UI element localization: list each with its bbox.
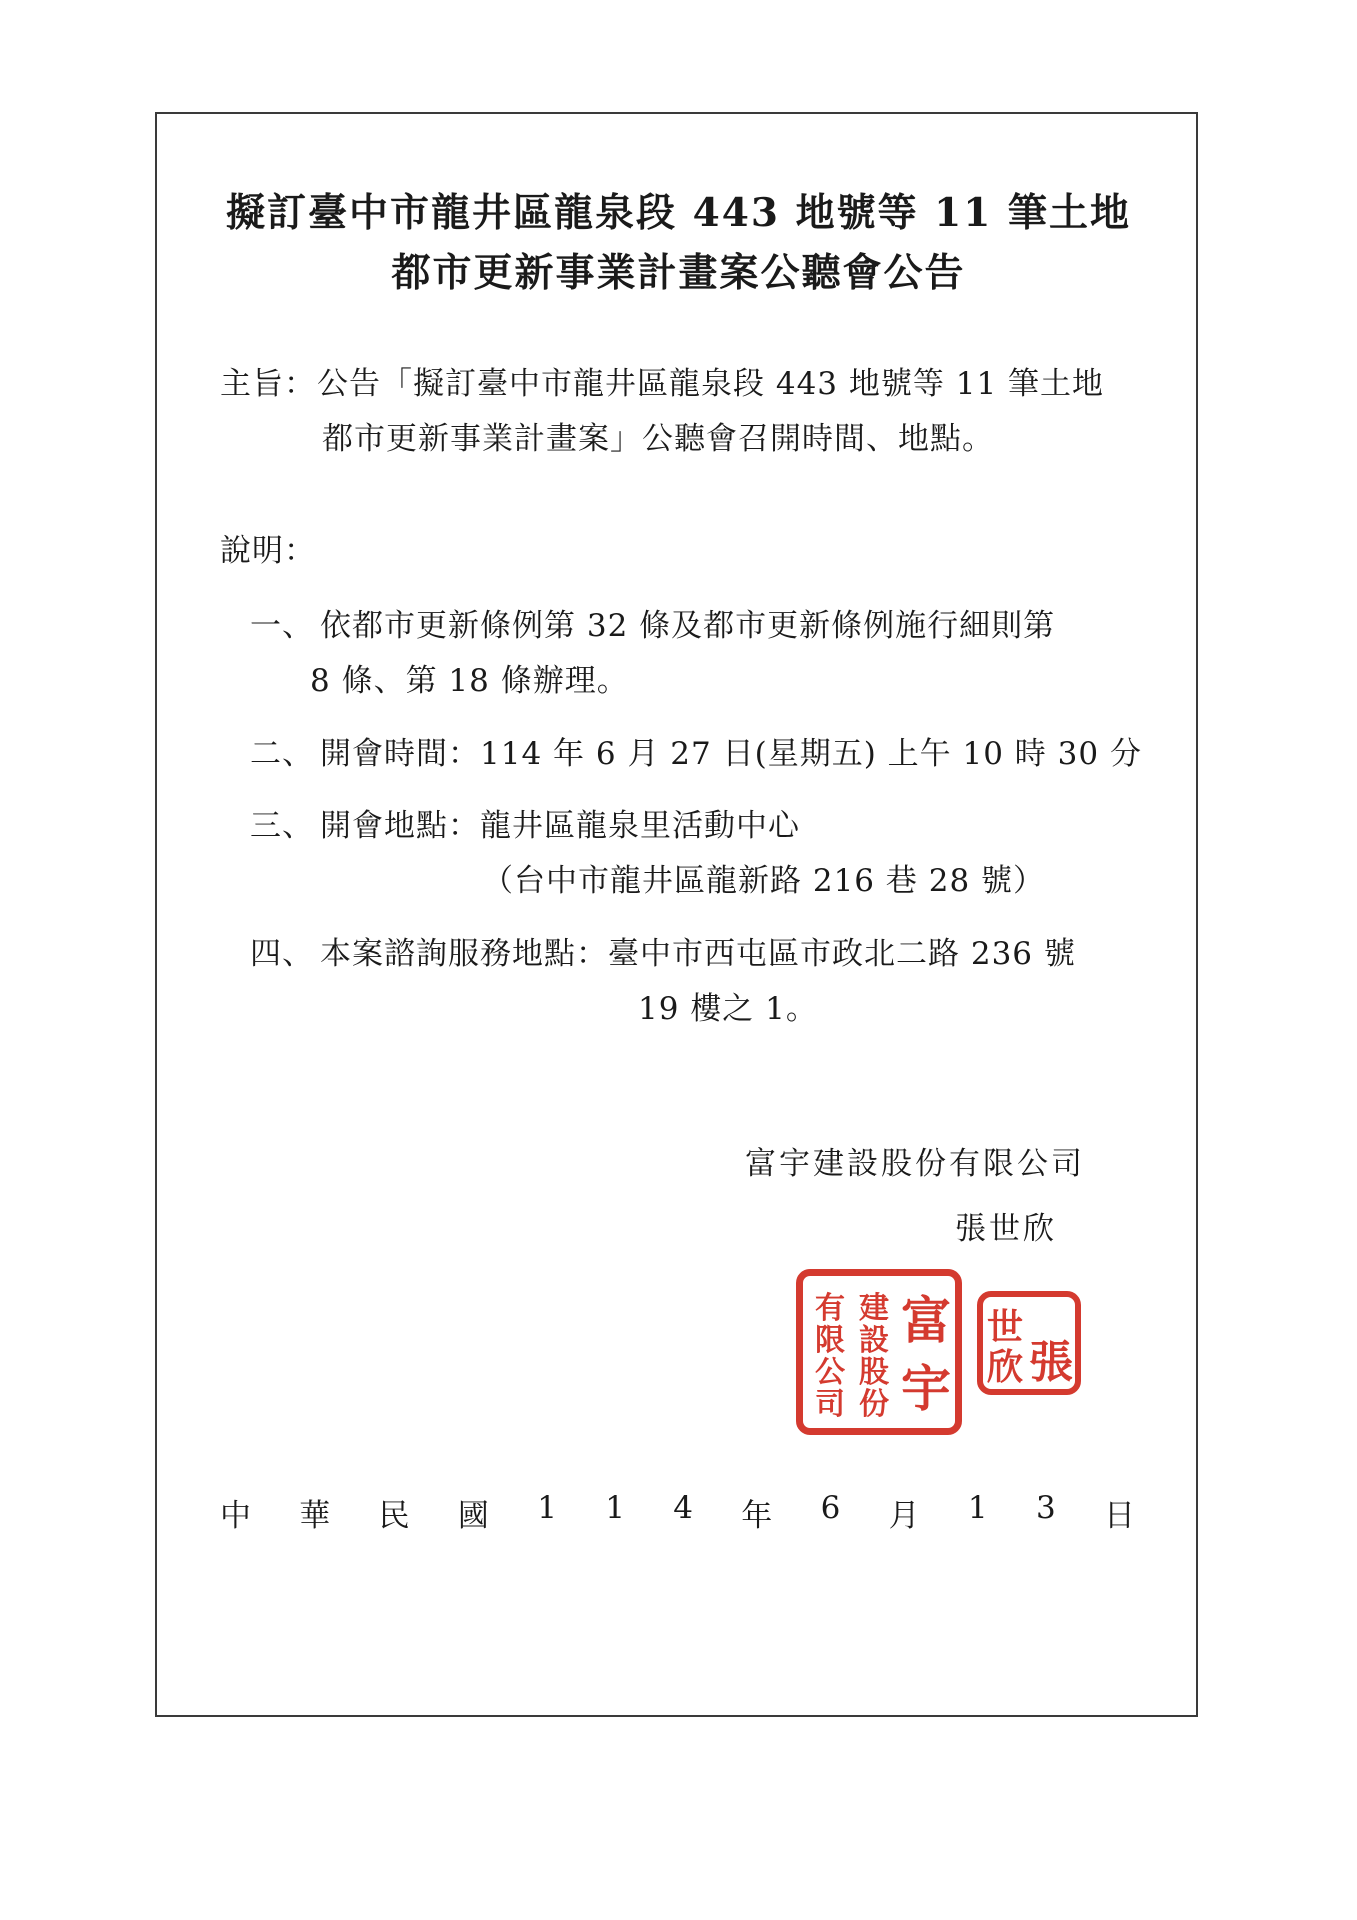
svg-text:股: 股 <box>859 1355 889 1390</box>
svg-text:欣: 欣 <box>987 1346 1024 1388</box>
item-4-line-2: 19 樓之 1。 <box>638 991 818 1027</box>
date-char: 國 <box>457 1498 489 1534</box>
personal-seal-stamp <box>977 1291 1081 1395</box>
subject-line-2: 都市更新事業計畫案」公聽會召開時間、地點。 <box>322 421 994 457</box>
svg-text:張: 張 <box>1029 1337 1073 1388</box>
date-char: 日 <box>1103 1498 1135 1534</box>
item-4-number: 四、 <box>250 936 314 972</box>
svg-text:份: 份 <box>859 1387 889 1422</box>
item-4-line-1: 本案諮詢服務地點：臺中市西屯區市政北二路 236 號 <box>320 936 1076 972</box>
item-1-line-2: 8 條、第 18 條辦理。 <box>310 663 629 699</box>
company-seal-stamp <box>796 1269 962 1435</box>
item-3-number: 三、 <box>250 808 314 844</box>
document-title-line-2: 都市更新事業計畫案公聽會公告 <box>391 250 966 296</box>
company-name: 富宇建設股份有限公司 <box>745 1146 1085 1182</box>
svg-text:宇: 宇 <box>901 1359 951 1418</box>
explanation-label: 說明： <box>220 533 316 569</box>
svg-text:建: 建 <box>859 1291 889 1326</box>
item-1-number: 一、 <box>250 608 314 644</box>
svg-text:世: 世 <box>987 1306 1024 1348</box>
date-char: 4 <box>673 1490 693 1526</box>
date-char: 中 <box>220 1498 251 1534</box>
date-char: 華 <box>299 1498 331 1534</box>
document-date <box>220 1490 1135 1535</box>
date-char: 1 <box>967 1490 988 1526</box>
date-char: 民 <box>378 1498 410 1534</box>
item-2-line-1: 開會時間：114 年 6 月 27 日(星期五) 上午 10 時 30 分 <box>320 736 1142 772</box>
svg-text:富: 富 <box>901 1291 951 1350</box>
subject-label: 主旨： <box>220 366 316 402</box>
date-char: 1 <box>605 1490 625 1526</box>
subject-line-1: 公告「擬訂臺中市龍井區龍泉段 443 地號等 11 筆土地 <box>317 366 1105 402</box>
item-3-line-2: （台中市龍井區龍新路 216 巷 28 號） <box>482 863 1046 899</box>
document-border <box>155 112 1198 1717</box>
svg-text:設: 設 <box>859 1323 889 1358</box>
svg-text:限: 限 <box>815 1323 845 1358</box>
svg-text:司: 司 <box>815 1387 845 1422</box>
date-char: 3 <box>1035 1490 1056 1526</box>
representative-name: 張世欣 <box>955 1211 1057 1247</box>
svg-text:公: 公 <box>815 1355 845 1390</box>
item-1-line-1: 依都市更新條例第 32 條及都市更新條例施行細則第 <box>320 608 1056 644</box>
date-char: 6 <box>820 1490 841 1526</box>
date-char: 月 <box>888 1498 920 1534</box>
svg-text:有: 有 <box>815 1291 845 1326</box>
item-2-number: 二、 <box>250 736 314 772</box>
date-char: 年 <box>741 1498 773 1534</box>
personal-seal-graphic <box>983 1297 1075 1389</box>
company-seal-graphic <box>803 1276 955 1428</box>
item-3-line-1: 開會地點：龍井區龍泉里活動中心 <box>320 808 800 844</box>
date-char: 1 <box>537 1490 557 1526</box>
document-title-line-1: 擬訂臺中市龍井區龍泉段 443 地號等 11 筆土地 <box>226 190 1131 236</box>
